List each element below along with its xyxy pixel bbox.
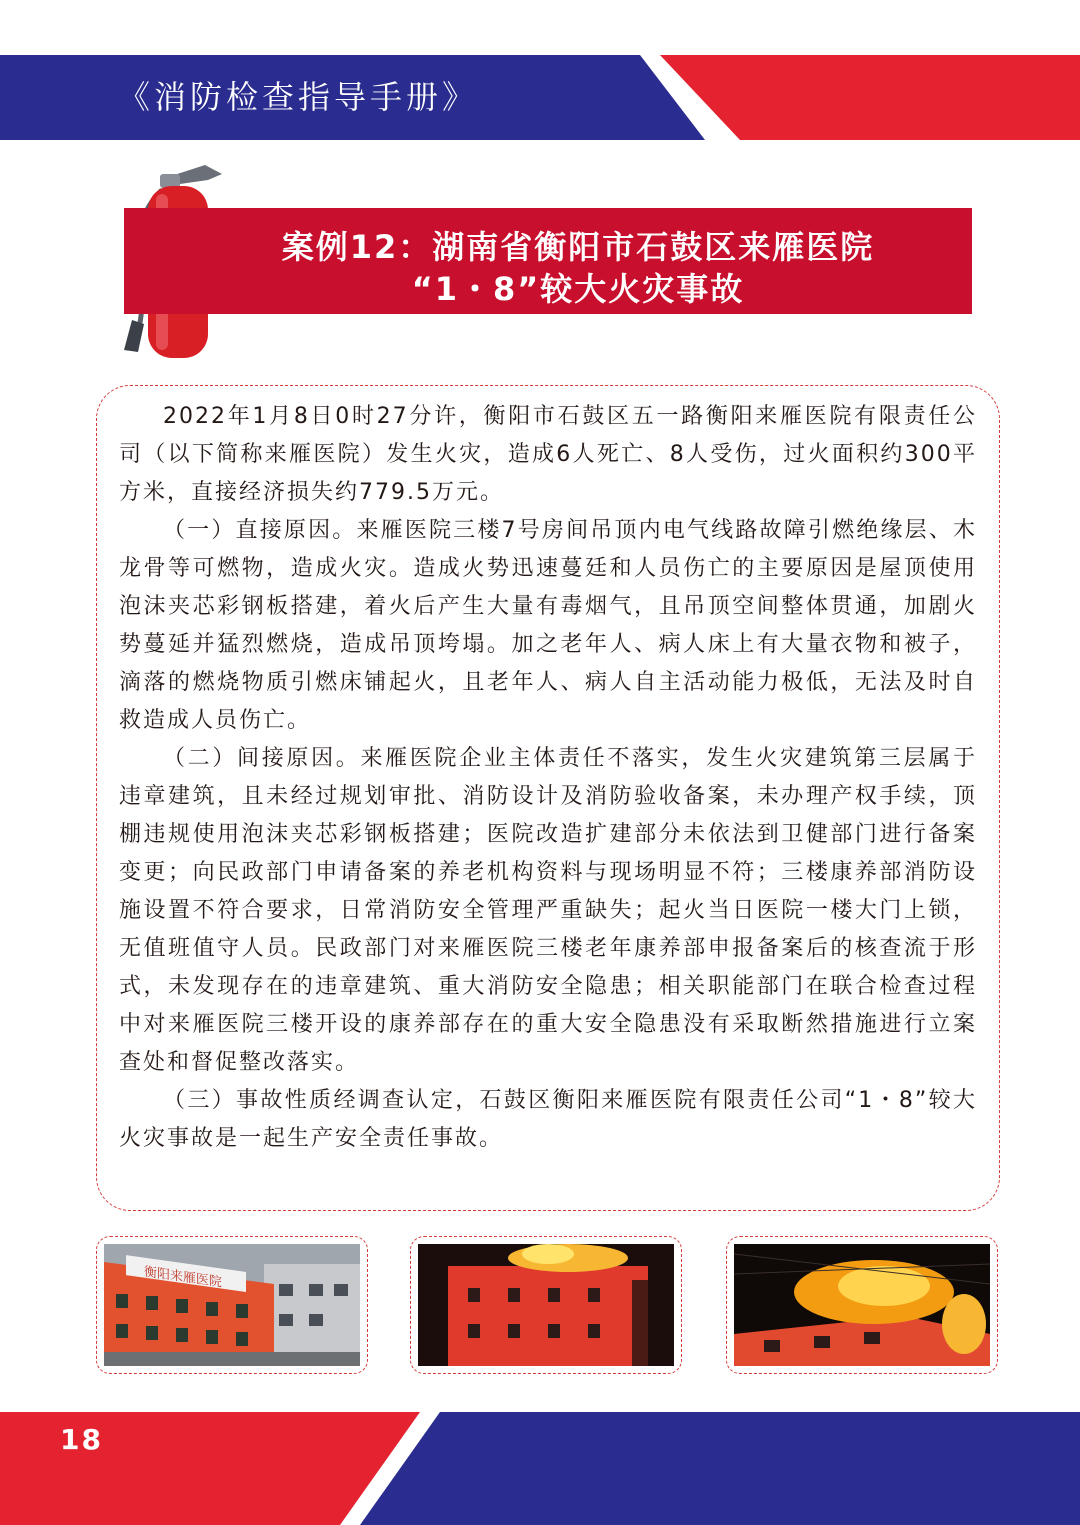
- building-fire-photo: [418, 1244, 674, 1366]
- paragraph-summary: 2022年1月8日0时27分许，衡阳市石鼓区五一路衡阳来雁医院有限责任公司（以下简称来雁医院）发生火灾，造成6人死亡、8人受伤，过火面积约300平方米，直接经济损失约779.5万元。: [119, 404, 977, 505]
- paragraph-accident-nature: （三）事故性质经调查认定，石鼓区衡阳来雁医院有限责任公司“1・8”较大火灾事故是一起生产安全责任事故。: [119, 1088, 977, 1151]
- book-title: 《消防检查指导手册》: [118, 78, 479, 116]
- paragraph-direct-cause: （一）直接原因。来雁医院三楼7号房间吊顶内电气线路故障引燃绝缘层、木龙骨等可燃物，造成火灾。造成火势迅速蔓廷和人员伤亡的主要原因是屋顶使用泡沫夹芯彩钢板搭建，着火后产生大量有毒烟气，且吊顶空间整体贯通，加剧火势蔓延并猛烈燃烧，造成吊顶垮塌。加之老年人、病人床上有大量衣物和被子，滴落的燃烧物质引燃床铺起火，且老年人、病人自主活动能力极低，无法及时自救造成人员伤亡。: [119, 518, 977, 733]
- footer-blue-stripe: [360, 1412, 1080, 1525]
- header-red-stripe: [660, 55, 1080, 140]
- header-band: [0, 0, 1080, 140]
- photo-frame-building: [96, 1236, 368, 1374]
- photo-frame-fire-1: [410, 1236, 682, 1374]
- roof-fire-photo: [734, 1244, 990, 1366]
- hospital-sign-text: 衡阳来雁医院: [144, 1264, 222, 1291]
- case-description-box: [96, 385, 1000, 1211]
- hospital-building-photo: [104, 1244, 360, 1366]
- case-title-line2: “1・8”较大火灾事故: [411, 270, 745, 308]
- footer-band: [0, 1412, 1080, 1525]
- paragraph-indirect-cause: （二）间接原因。来雁医院企业主体责任不落实，发生火灾建筑第三层属于违章建筑，且未经过规划审批、消防设计及消防验收备案，未办理产权手续，顶棚违规使用泡沫夹芯彩钢板搭建；医院改造扩建部分未依法到卫健部门进行备案变更；向民政部门申请备案的养老机构资料与现场明显不符；三楼康养部消防设施设置不符合要求，日常消防安全管理严重缺失；起火当日医院一楼大门上锁，无值班值守人员。民政部门对来雁医院三楼老年康养部申报备案后的核查流于形式，未发现存在的违章建筑、重大消防安全隐患；相关职能部门在联合检查过程中对来雁医院三楼开设的康养部存在的重大安全隐患没有采取断然措施进行立案查处和督促整改落实。: [119, 746, 977, 1075]
- case-title-banner: [124, 208, 972, 314]
- page-number: 18: [60, 1423, 103, 1456]
- case-title-line1: 案例12：湖南省衡阳市石鼓区来雁医院: [281, 228, 875, 266]
- photo-frame-fire-2: [726, 1236, 998, 1374]
